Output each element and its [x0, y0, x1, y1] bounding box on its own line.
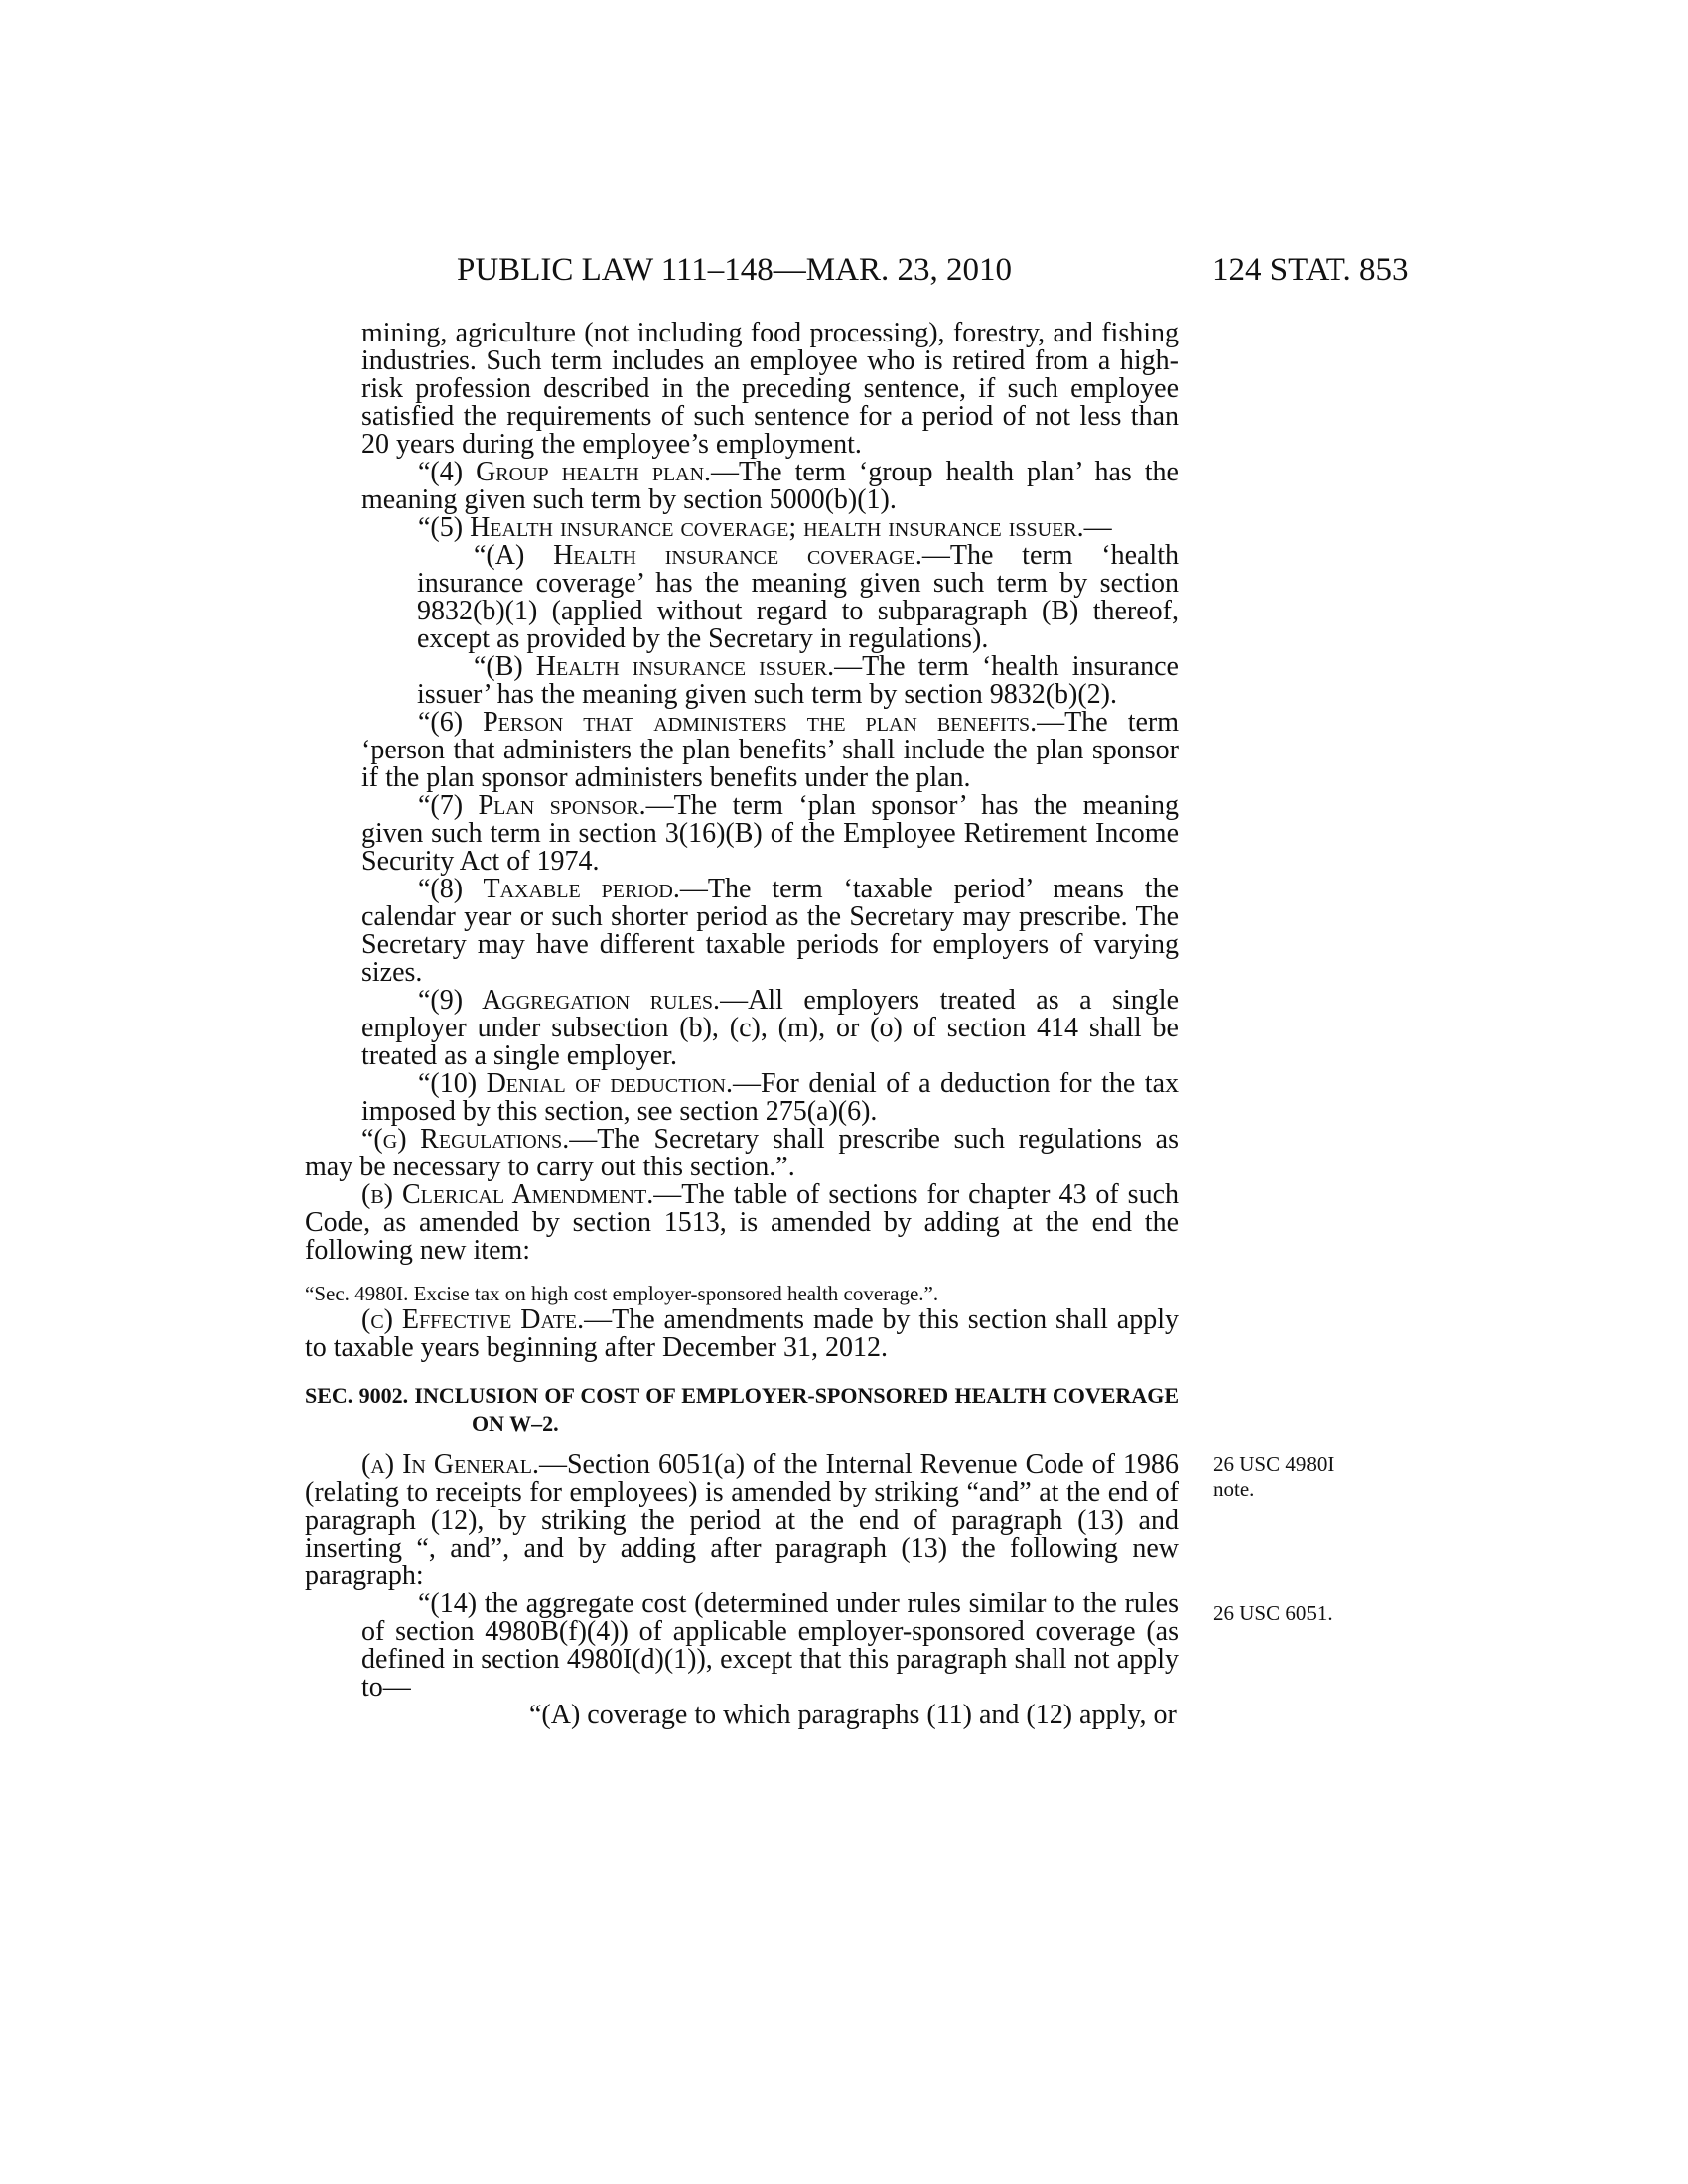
paragraph-text: —The term ‘person that administers the plan benefits’ shall include the plan sponsor if the plan sponsor administers benefits under the plan. [361, 707, 1180, 793]
heading-label: “(B) Health insurance issuer. [474, 651, 835, 682]
paragraph-text: — [1083, 512, 1112, 543]
paragraph-14: “(14) the aggregate cost (determined under rules similar to the rules of section 4980B(f)(4)) of applicable employer-sponsored coverage (as defined in section 4980I(d)(1)), except that this paragraph shall not apply to— [361, 1588, 1179, 1703]
paragraph-text: —The term ‘taxable period’ means the calendar year or such shorter period as the Secretary may prescribe. The Secretary may have different taxable periods for employers of varying sizes. [361, 874, 1179, 988]
paragraph-text: —For denial of a deduction for the tax imposed by this section, see section 275(a)(6). [361, 1068, 1179, 1127]
paragraph-denial-of-deduction [305, 1070, 1179, 1126]
paragraph-in-general [305, 1451, 1179, 1590]
paragraph-text: —The term ‘group health plan’ has the meaning given such term by section 5000(b)(1). [361, 457, 1179, 515]
running-header-title: PUBLIC LAW 111–148—MAR. 23, 2010 [457, 252, 1012, 288]
section-heading: SEC. 9002. INCLUSION OF COST OF EMPLOYER-SPONSORED HEALTH COVERAGE ON W–2. [305, 1383, 1179, 1435]
paragraph-effective-date [305, 1306, 1179, 1362]
paragraph-continuation: mining, agriculture (not including food processing), forestry, and fishing industries. Such term includes an employee who is retired from a high-risk profession described in the preceding sentence, if such employee satisfied the requirements of such sentence for a period of not less than 20 years during the employee’s employment. [361, 318, 1179, 460]
paragraph-text: —The term ‘health insurance issuer’ has the meaning given such term by section 9832(b)(2). [417, 651, 1179, 710]
heading-label: “(A) Health insurance coverage. [474, 540, 922, 571]
paragraph-plan-benefits [305, 709, 1179, 792]
subparagraph-coverage [305, 542, 1179, 653]
paragraph-clerical-amendment [305, 1181, 1179, 1265]
paragraph-text: —The table of sections for chapter 43 of such Code, as amended by section 1513, is amended by adding at the end the following new item: [305, 1179, 1179, 1266]
paragraph-text: —Section 6051(a) of the Internal Revenue Code of 1986 (relating to receipts for employees) is amended by striking “and” at the end of paragraph (12), by striking the period at the end of paragraph (13) and inserting “, and”, and by adding after paragraph (13) the following new paragraph: [305, 1449, 1179, 1591]
heading-label: (b) Clerical Amendment. [361, 1179, 654, 1210]
heading-label: “(4) Group health plan. [418, 457, 712, 487]
heading-label: (a) In General. [361, 1449, 539, 1480]
margin-note-line: note. [1213, 1477, 1255, 1501]
margin-note-line: 26 USC 4980I [1213, 1452, 1335, 1476]
paragraph-taxable-period [305, 876, 1179, 987]
heading-label: (c) Effective Date. [361, 1304, 585, 1335]
paragraph-text: —All employers treated as a single employer under subsection (b), (c), (m), or (o) of section 414 shall be treated as a single employer. [361, 985, 1180, 1071]
margin-note-6051: 26 USC 6051. [1213, 1601, 1333, 1625]
heading-label: “(6) Person that administers the plan benefits. [418, 707, 1038, 738]
paragraph-text: —The term ‘plan sponsor’ has the meaning given such term in section 3(16)(B) of the Employee Retirement Income Security Act of 1974. [361, 790, 1179, 877]
paragraph-text: —The amendments made by this section shall apply to taxable years beginning after December 31, 2012. [305, 1304, 1179, 1363]
document-body [305, 320, 1179, 1729]
paragraph-group-health-plan [305, 459, 1179, 514]
heading-label: “(g) Regulations. [361, 1124, 570, 1155]
heading-label: “(8) Taxable period. [418, 874, 680, 904]
paragraph-aggregation-rules [305, 987, 1179, 1070]
paragraph-plan-sponsor [305, 792, 1179, 876]
page-number: 124 STAT. 853 [1212, 252, 1409, 288]
paragraph-text: —The term ‘health insurance coverage’ has the meaning given such term by section 9832(b)(1) (applied without regard to subparagraph (B) thereof, except as provided by the Secretary in regulations). [417, 540, 1179, 654]
heading-label: “(7) Plan sponsor. [418, 790, 646, 821]
subparagraph-a: “(A) coverage to which paragraphs (11) and (12) apply, or [529, 1700, 1177, 1730]
table-of-sections-item: “Sec. 4980I. Excise tax on high cost employer-sponsored health coverage.”. [305, 1282, 939, 1305]
paragraph-regulations [305, 1126, 1179, 1181]
heading-label: “(9) Aggregation rules. [418, 985, 721, 1016]
heading-label: “(5) Health insurance coverage; health insurance issuer. [418, 512, 1084, 543]
heading-label: “(10) Denial of deduction. [418, 1068, 733, 1099]
subparagraph-issuer [305, 653, 1179, 709]
paragraph-health-insurance [305, 514, 1179, 542]
margin-note-4980i [1213, 1452, 1334, 1502]
paragraph-text: —The Secretary shall prescribe such regulations as may be necessary to carry out this section.”. [305, 1124, 1179, 1182]
